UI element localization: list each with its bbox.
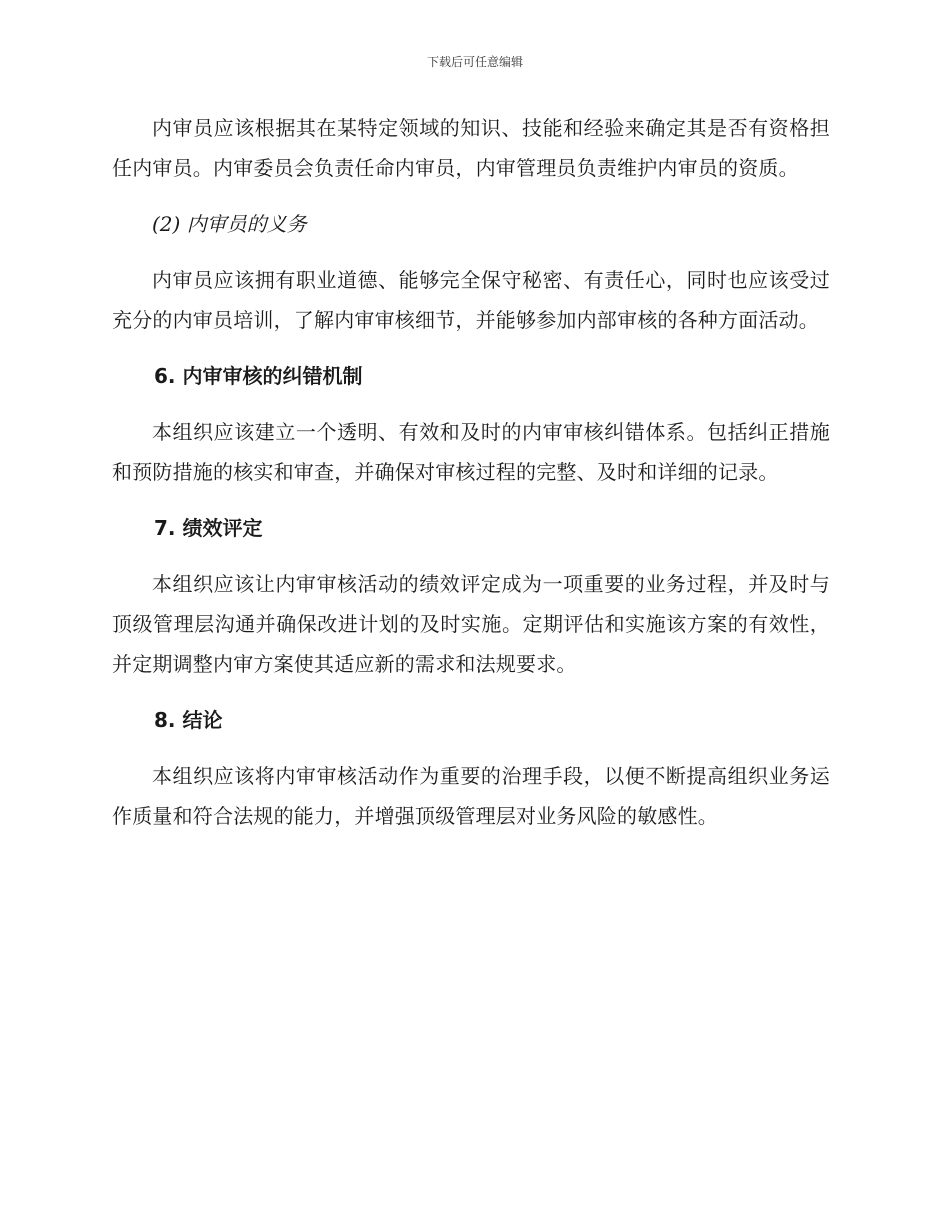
document-body (112, 108, 830, 836)
paragraph-performance-evaluation: 本组织应该让内审审核活动的绩效评定成为一项重要的业务过程，并及时与顶级管理层沟通并确保改进计划的及时实施。定期评估和实施该方案的有效性，并定期调整内审方案使其适应新的需求和法规要求。 (112, 572, 830, 676)
heading-correction-mechanism: 6. 内审审核的纠错机制 (154, 364, 363, 388)
page-header: 下载后可任意编辑 (426, 55, 523, 69)
subheading-auditor-duties: (2) 内审员的义务 (152, 212, 307, 236)
heading-performance-evaluation: 7. 绩效评定 (154, 516, 263, 540)
paragraph-auditor-qualification: 内审员应该根据其在某特定领域的知识、技能和经验来确定其是否有资格担任内审员。内审委员会负责任命内审员，内审管理员负责维护内审员的资质。 (112, 116, 830, 180)
paragraph-conclusion: 本组织应该将内审审核活动作为重要的治理手段，以便不断提高组织业务运作质量和符合法规的能力，并增强顶级管理层对业务风险的敏感性。 (112, 764, 830, 828)
heading-conclusion: 8. 结论 (154, 708, 223, 732)
paragraph-auditor-duties: 内审员应该拥有职业道德、能够完全保守秘密、有责任心，同时也应该受过充分的内审员培训，了解内审审核细节，并能够参加内部审核的各种方面活动。 (112, 268, 830, 332)
paragraph-correction-mechanism: 本组织应该建立一个透明、有效和及时的内审审核纠错体系。包括纠正措施和预防措施的核实和审查，并确保对审核过程的完整、及时和详细的记录。 (112, 420, 830, 484)
